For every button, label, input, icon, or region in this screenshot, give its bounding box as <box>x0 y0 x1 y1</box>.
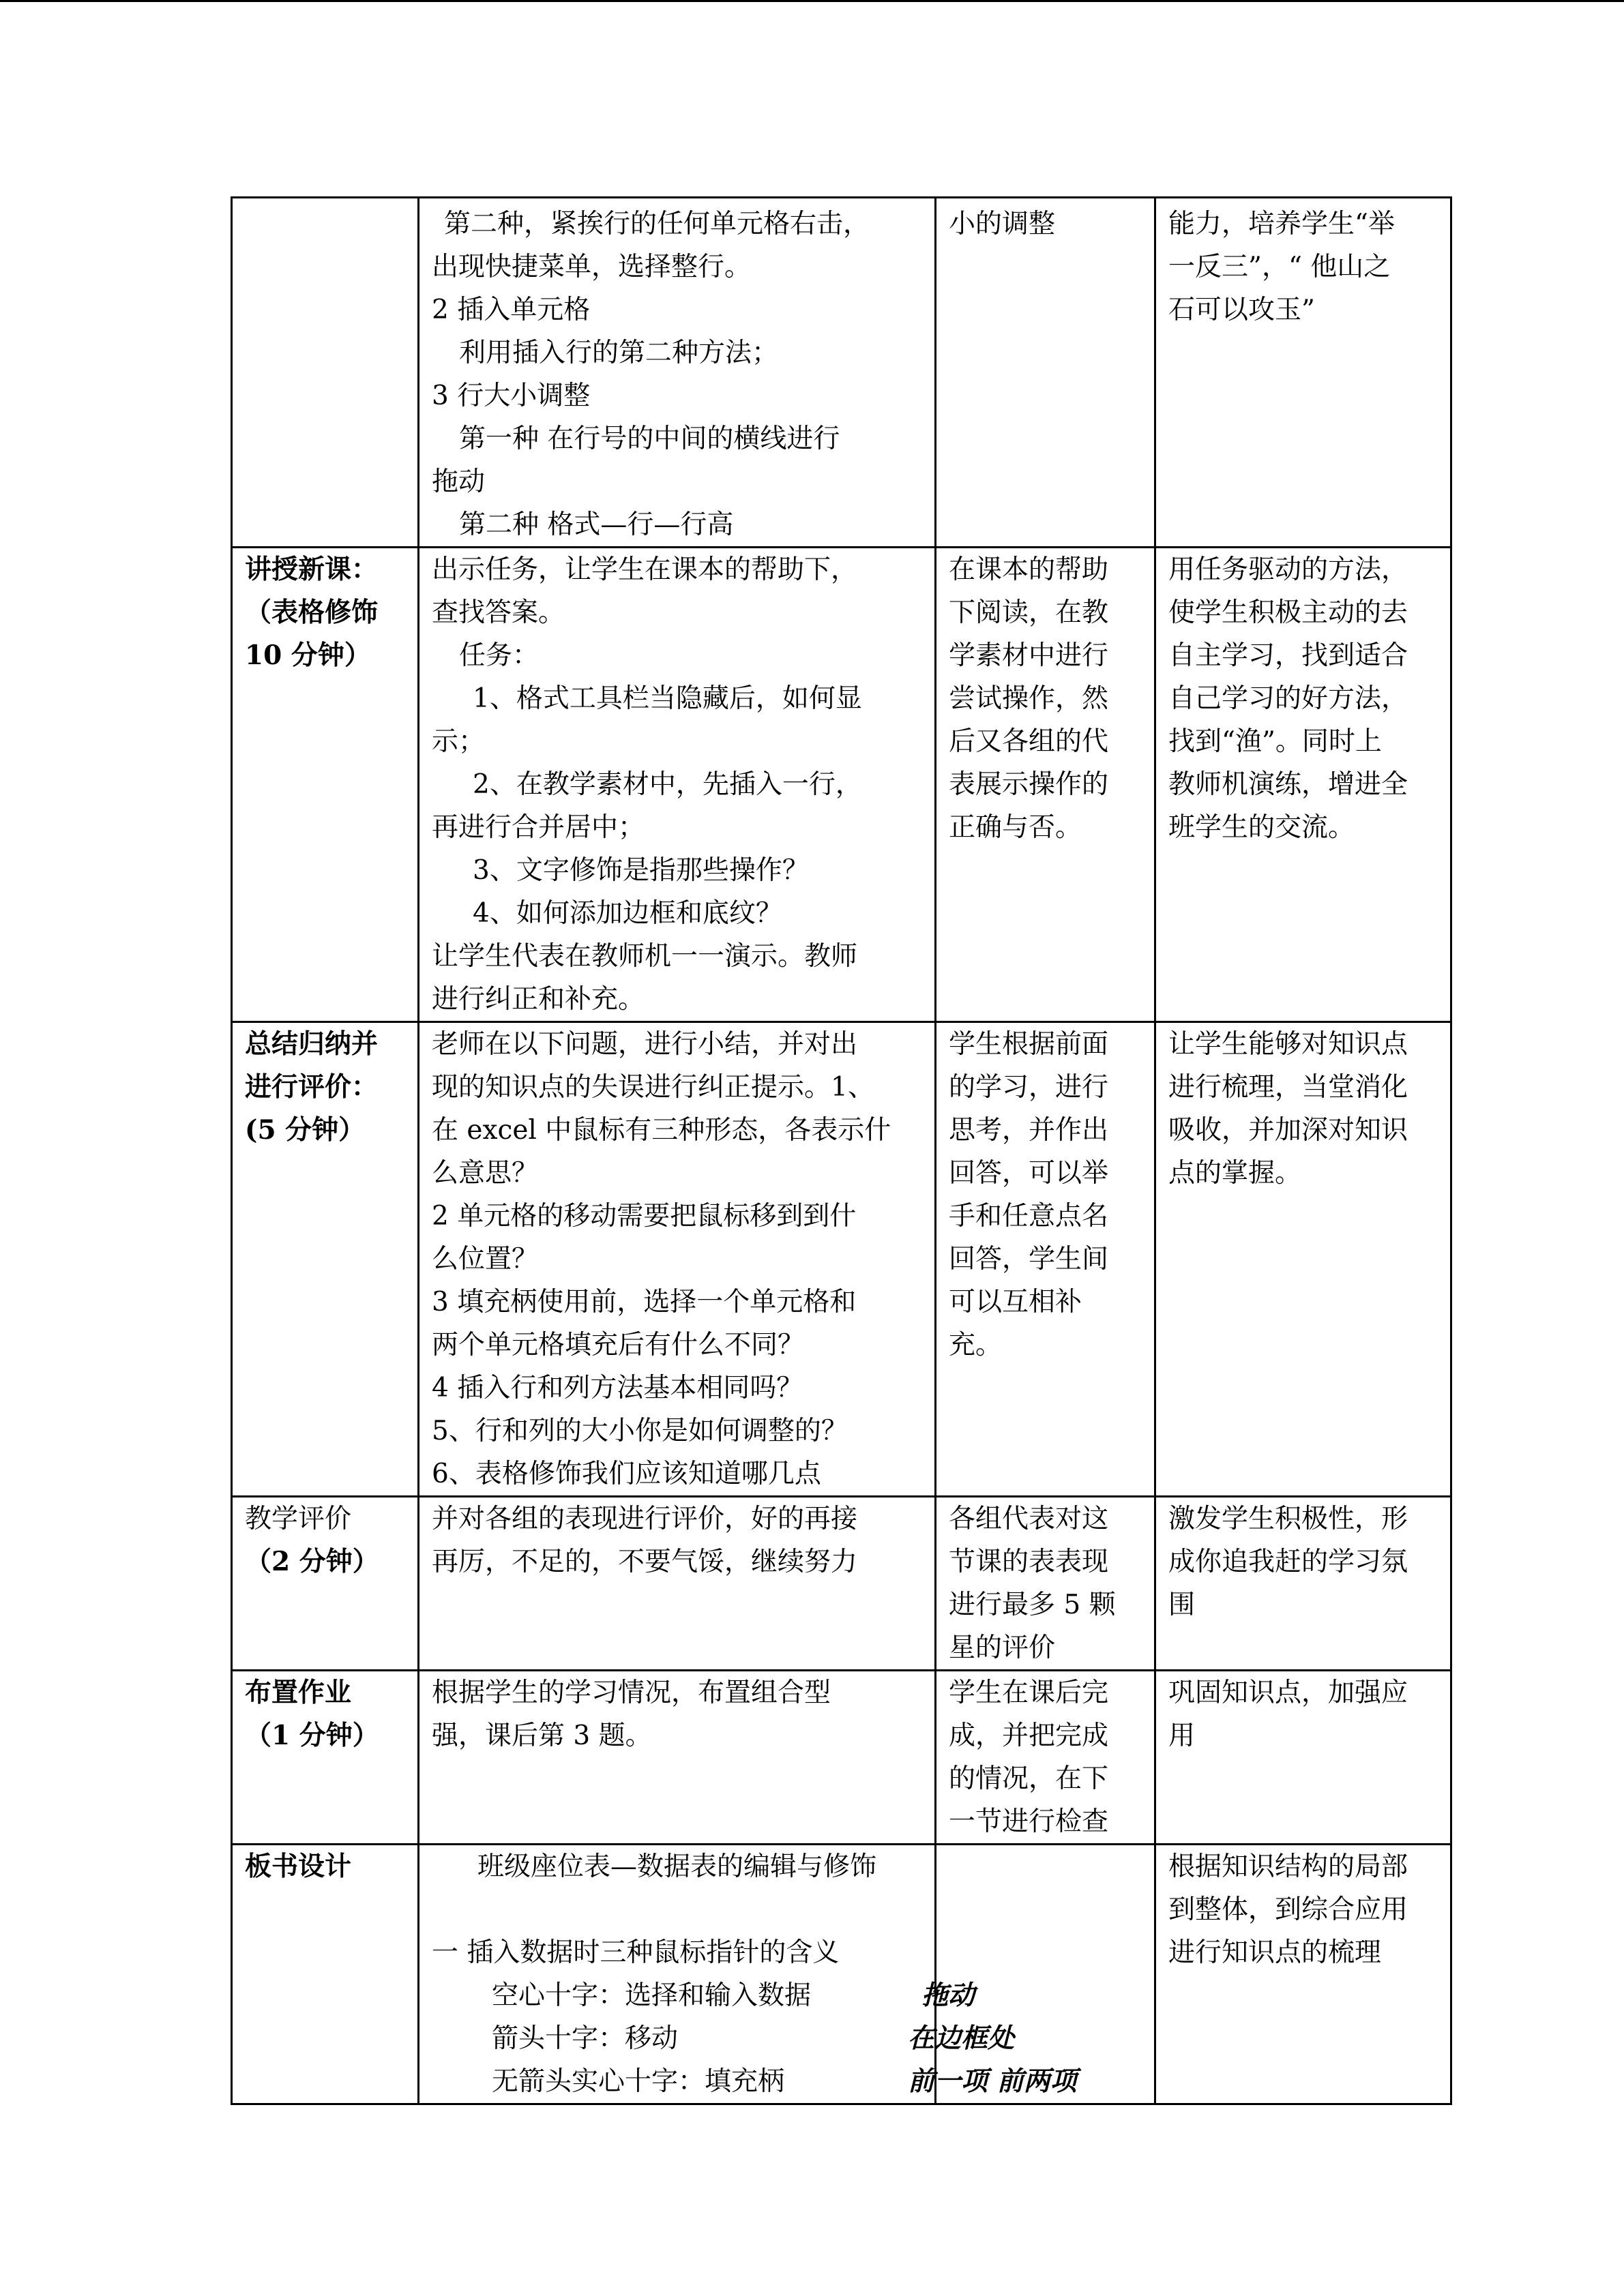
text-line: 的情况，在下 <box>949 1763 1109 1794</box>
board-item-note: 前一项 前两项 <box>908 2066 1077 2097</box>
table-row <box>232 1497 1451 1671</box>
blank-line <box>432 1888 922 1931</box>
process-cell <box>419 1497 936 1671</box>
text-line: 表展示操作的 <box>949 769 1109 800</box>
board-item-label: 箭头十字：移动 <box>492 2023 679 2054</box>
table-row <box>232 1845 1451 2104</box>
stage-label: 布置作业 <box>245 1677 352 1708</box>
stage-cell <box>232 548 419 1022</box>
text-line: 一节进行检查 <box>949 1806 1109 1837</box>
text-line: 巩固知识点，加强应 <box>1168 1678 1408 1708</box>
text-line: 在 excel 中鼠标有三种形态，各表示什 <box>432 1115 891 1146</box>
text-line: 用任务驱动的方法， <box>1168 554 1408 585</box>
text-line: 成你追我赶的学习氛 <box>1168 1547 1408 1577</box>
text-line: 么位置？ <box>432 1244 539 1274</box>
text-line: 自主学习，找到适合 <box>1168 640 1408 671</box>
text-line: 进行最多 5 颗 <box>949 1590 1116 1620</box>
text-line: 能力，培养学生“举 <box>1168 209 1395 239</box>
board-design-cell <box>419 1845 1077 2104</box>
text-line: 下阅读，在教 <box>949 597 1109 628</box>
text-line: 4 插入行和列方法基本相同吗？ <box>432 1373 803 1403</box>
text-line: 后又各组的代 <box>949 726 1109 757</box>
text-line: 学生在课后完 <box>949 1678 1109 1708</box>
student-activity-cell <box>936 548 1155 1022</box>
board-item-note: 在边框处 <box>908 2023 1015 2054</box>
board-heading: 一 插入数据时三种鼠标指针的含义 <box>432 1937 840 1968</box>
text-line: 激发学生积极性，形 <box>1168 1504 1408 1534</box>
text-line: 让学生代表在教师机一一演示。教师 <box>432 941 858 972</box>
board-title: 班级座位表—数据表的编辑与修饰 <box>477 1851 876 1882</box>
text-line: 回答，学生间 <box>949 1244 1109 1274</box>
text-line: 进行梳理，当堂消化 <box>1168 1072 1408 1103</box>
stage-label: 总结归纳并 <box>245 1028 379 1060</box>
text-line: 充。 <box>949 1330 1003 1360</box>
text-line: 现的知识点的失误进行纠正提示。1、 <box>432 1072 874 1103</box>
stage-label: 板书设计 <box>245 1851 352 1882</box>
text-line: 正确与否。 <box>949 812 1082 843</box>
stage-label: 进行评价： <box>245 1071 379 1103</box>
process-cell <box>419 1671 936 1845</box>
text-line: 小的调整 <box>949 209 1056 239</box>
text-line: 再厉，不足的，不要气馁，继续努力 <box>432 1547 858 1577</box>
stage-cell <box>232 1845 419 2104</box>
text-line: 学素材中进行 <box>949 640 1109 671</box>
stage-label: 讲授新课： <box>245 554 379 585</box>
text-line: 3 填充柄使用前，选择一个单元格和 <box>432 1287 857 1317</box>
text-line: 2、在教学素材中，先插入一行， <box>473 769 862 800</box>
table-row <box>232 1671 1451 1845</box>
stage-label: 10 分钟） <box>245 640 371 671</box>
text-line: 再进行合并居中； <box>432 812 645 843</box>
text-line: 班学生的交流。 <box>1168 812 1355 843</box>
text-line: 教师机演练，增进全 <box>1168 769 1408 800</box>
text-line: 2 插入单元格 <box>432 295 591 325</box>
text-line: 进行纠正和补充。 <box>432 984 645 1015</box>
stage-label: （2 分钟） <box>245 1546 379 1577</box>
text-line: 5、行和列的大小你是如何调整的？ <box>432 1416 848 1446</box>
stage-cell <box>232 1497 419 1671</box>
text-line: 根据知识结构的局部 <box>1168 1851 1408 1882</box>
student-activity-cell <box>936 1497 1155 1671</box>
table-row <box>232 548 1451 1022</box>
page-top-rule <box>0 0 1624 2</box>
purpose-cell <box>1155 198 1451 548</box>
lesson-plan-table <box>231 196 1452 2105</box>
stage-cell <box>232 198 419 548</box>
text-line: 节课的表表现 <box>949 1547 1109 1577</box>
text-line: 使学生积极主动的去 <box>1168 597 1408 628</box>
text-line: 4、如何添加边框和底纹？ <box>473 898 782 929</box>
stage-cell <box>232 1022 419 1497</box>
text-line: 1、格式工具栏当隐藏后，如何显 <box>473 683 862 714</box>
text-line: 出示任务，让学生在课本的帮助下， <box>432 554 858 585</box>
text-line: 查找答案。 <box>432 597 565 628</box>
process-cell <box>419 198 936 548</box>
stage-label: （表格修饰 <box>245 597 379 628</box>
board-item <box>432 1974 975 2017</box>
text-line: 思考，并作出 <box>949 1115 1109 1146</box>
text-line: 在课本的帮助 <box>949 554 1109 585</box>
process-cell <box>419 1022 936 1497</box>
text-line: 用 <box>1168 1720 1196 1751</box>
text-line: 进行知识点的梳理 <box>1168 1937 1382 1968</box>
text-line: 一反三”，“ 他山之 <box>1168 252 1391 282</box>
text-line: 成，并把完成 <box>949 1720 1109 1751</box>
board-item <box>432 2017 1015 2060</box>
text-line: 2 单元格的移动需要把鼠标移到到什 <box>432 1201 857 1232</box>
text-line: 手和任意点名 <box>949 1201 1109 1232</box>
purpose-cell <box>1155 548 1451 1022</box>
text-line: 两个单元格填充后有什么不同？ <box>432 1330 805 1360</box>
text-line: 6、表格修饰我们应该知道哪几点 <box>432 1459 821 1489</box>
table-row <box>232 1022 1451 1497</box>
purpose-cell <box>1155 1671 1451 1845</box>
text-line: 点的掌握。 <box>1168 1158 1302 1189</box>
text-line: 利用插入行的第二种方法； <box>459 338 779 368</box>
stage-label: （1 分钟） <box>245 1720 379 1751</box>
text-line: 根据学生的学习情况，布置组合型 <box>432 1678 831 1708</box>
text-line: 出现快捷菜单，选择整行。 <box>432 252 752 282</box>
text-line: 第二种 格式—行—行高 <box>459 509 734 540</box>
student-activity-cell <box>936 198 1155 548</box>
text-line: 星的评价 <box>949 1632 1056 1663</box>
text-line: 并对各组的表现进行评价，好的再接 <box>432 1504 858 1534</box>
text-line: 么意思？ <box>432 1158 539 1189</box>
board-item-label: 无箭头实心十字：填充柄 <box>492 2066 785 2097</box>
purpose-cell <box>1155 1497 1451 1671</box>
text-line: 让学生能够对知识点 <box>1168 1029 1408 1060</box>
text-line: 学生根据前面 <box>949 1029 1109 1060</box>
text-line: 尝试操作，然 <box>949 683 1109 714</box>
text-line: 拖动 <box>432 466 486 497</box>
text-line: 回答，可以举 <box>949 1158 1109 1189</box>
text-line: 到整体，到综合应用 <box>1168 1894 1408 1925</box>
text-line: 第一种 在行号的中间的横线进行 <box>459 423 840 454</box>
text-line: 的学习，进行 <box>949 1072 1109 1103</box>
table-row <box>232 198 1451 548</box>
text-line: 各组代表对这 <box>949 1504 1109 1534</box>
text-line: 3 行大小调整 <box>432 381 591 411</box>
text-line: 石可以攻玉” <box>1168 295 1315 325</box>
student-activity-cell <box>936 1671 1155 1845</box>
text-line: 强，课后第 3 题。 <box>432 1720 652 1751</box>
stage-label: 教学评价 <box>245 1504 352 1534</box>
text-line: 第二种，紧挨行的任何单元格右击， <box>444 209 870 239</box>
text-line: 3、文字修饰是指那些操作？ <box>473 855 809 886</box>
purpose-cell <box>1155 1022 1451 1497</box>
text-line: 吸收，并加深对知识 <box>1168 1115 1408 1146</box>
board-item <box>432 2060 1077 2103</box>
text-line: 找到“渔”。同时上 <box>1168 726 1382 757</box>
process-cell <box>419 548 936 1022</box>
text-line: 任务： <box>459 640 540 671</box>
text-line: 自己学习的好方法， <box>1168 683 1408 714</box>
text-line: 示； <box>432 726 486 757</box>
text-line: 可以互相补 <box>949 1287 1082 1317</box>
purpose-cell <box>1155 1845 1451 2104</box>
text-line: 老师在以下问题，进行小结，并对出 <box>432 1029 858 1060</box>
text-line: 围 <box>1168 1590 1196 1620</box>
stage-cell <box>232 1671 419 1845</box>
board-item-note: 拖动 <box>921 1980 975 2011</box>
stage-label: (5 分钟） <box>245 1114 366 1146</box>
student-activity-cell <box>936 1022 1155 1497</box>
board-item-label: 空心十字：选择和输入数据 <box>492 1980 812 2011</box>
